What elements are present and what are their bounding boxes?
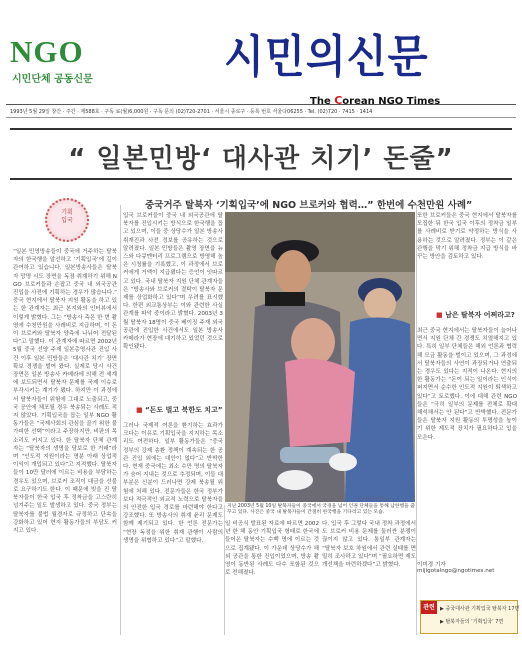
title-en-pre: The	[310, 96, 335, 107]
related-tag: 관련	[421, 601, 437, 614]
article-column-1: “일본 민영방송들이 중국에 거주하는 탈북자의 한국행을 알선하고 ‘기획입국’에 깊이 관여하고 있습니다. 일본방송사들은 탈북자 망명 시도 장면을 독점 취재하기 위해 NGO 브로커들과 손잡고 중국 내 외국공관 진입을 사전에 기획하는 경우가 많습니다.” 중국 현지에서 탈북자 지원 활동을 하고 있는 한 관계자는 최근 본지와의 인터뷰에서 이렇게 밝혔다. 그는 “방송사 측은 한 번 촬영에 수천만원을 사례비로 지급하며, 이 돈이 브로커와 탈북자 양측에 나뉘어 전달된다”고 말했다. 이 관계자에 따르면 2002년 5월 중국 선양 주재 일본총영사관 진입 사건 이후 일본 민방들은 ‘대사관 치기’ 장면 확보 경쟁을 벌여 왔다. 실제로 당시 사건 장면은 일본 방송사 카메라에 의해 전 세계에 보도되면서 탈북자 문제를 국제 이슈로 부각시키는 계기가 됐다. 하지만 이 과정에서 탈북자들이 위험에 그대로 노출되고, 중국 공안에 체포될 경우 북송되는 사례도 적지 않았다. 기획입국을 돕는 일부 NGO 활동가들은 “국제사회의 관심을 끌기 위한 불가피한 선택”이라고 주장하지만, 비판의 목소리도 커지고 있다. 한 탈북자 단체 관계자는 “탈북자의 생명을 담보로 한 거래”라며 “인도적 지원이라는 명분 아래 상업적 이익이 개입되고 있다”고 지적했다. 탈북자들이 10만 달러에 이르는 비용을 부담하는 경우도 있으며, 브로커 조직이 대금을 선불로 요구하기도 한다. 이 때문에 빚을 진 탈북자들이 한국 입국 후 정착금을 고스란히 넘겨주는 일도 발생하고 있다. 중국 정부는 탈북자를 불법 월경자로 규정하고 단속을 강화하고 있어 현지 활동가들의 부담도 커지고 있다.	[13, 249, 117, 534]
related-article-text: 중국대사관 기획입국 탈북자 17면	[445, 606, 520, 612]
section-heading-money: ■ “돈도 벌고 북한도 치고”	[136, 406, 223, 414]
ngo-logo: NGO	[10, 34, 84, 69]
masthead-rule-lower	[6, 117, 516, 118]
related-article-link[interactable]: ▶ 중국대사관 기획입국 탈북자 17면	[440, 606, 520, 612]
column-divider	[120, 205, 121, 635]
title-en-c: C	[334, 94, 343, 107]
publication-info: 1993년 5월 29일 창간 · 주간 · 제588호 · 구독 료(월)6,000원 · 구독 문의 (02)720-2701 · 서울시 종로구 · 등록 번호 서울다06255 · Tel. (02)720 · 7415 · 1414	[10, 109, 373, 115]
news-photo	[225, 212, 415, 502]
related-article-text: 탈북자들의 ‘기획입국’ 7면	[445, 619, 504, 625]
masthead-rule	[6, 104, 516, 105]
headline: “ 일본민방‘ 대사관 치기’ 돈줄”	[68, 144, 454, 174]
photo-caption: 지난 2003년 5월 10일 탈북자들이 중국에서 국경을 넘어 인권 단체들을 통해 남한행을 꿈꾸고 있다. 사진은 중국 내 탈북자들이 간절히 한국행을 기다리고 있는 모습.	[227, 504, 415, 516]
photo-credit: 사진제공 / 연합뉴스	[355, 496, 390, 501]
logo-subtitle: 시민단체 공동신문	[12, 74, 93, 85]
related-article-link[interactable]: ▶ 탈북자들의 ‘기획입국’ 7면	[440, 619, 504, 625]
newspaper-title-english	[310, 94, 440, 107]
article-column-2: 입국 브로커들이 중국 내 외국공관에 탈북자를 진입시키는 방식으로 한국행을 돕고 있으며, 이들 중 상당수가 일본 방송사 취재진과 사전 정보를 공유하는 것으로 알려졌다. 일본 민방들은 촬영 장면을 뉴스와 다큐멘터리 프로그램으로 방영해 높은 시청률을 기록했고, 이 과정에서 브로커에게 거액이 지급됐다는 증언이 잇따르고 있다. 국내 탈북자 지원 단체 관계자들은 “방송사와 브로커의 결탁이 탈북자 문제를 상업화하고 있다”며 우려를 표시했다. 한편 외교통상부는 이와 관련한 사실 관계를 파악 중이라고 밝혔다. 2003년 3월 탈북자 18명이 중국 베이징 주재 외국공관에 진입한 사건에서도 일본 방송사 카메라가 현장에 대기하고 있었던 것으로 확인됐다.	[123, 213, 223, 351]
newspaper-title: 시민의신문	[224, 30, 429, 83]
section-heading-money-text: “돈도 벌고 북한도 치고”	[145, 406, 223, 414]
stamp-label: 기획 입국	[61, 209, 73, 224]
section-heading-remaining-text: 남은 탈북자 어쩌라고?	[445, 311, 515, 319]
photo-illustration	[225, 212, 415, 502]
article-column-2b: 그러나 국제적 여론을 환기하는 효과가 크다는 이유로 기획입국을 지지하는 목소리도 여전하다. 일부 활동가들은 “중국 정부의 강제 송환 정책이 계속되는 한 공관 진입 외에는 대안이 없다”고 반박한다. 현재 중국에는 최소 수만 명의 탈북자가 숨어 지내는 것으로 추정되며, 이들 대부분은 신분이 드러나면 강제 북송될 위험에 처해 있다. 전문가들은 한국 정부가 보다 적극적인 외교적 노력으로 탈북자들의 안전한 입국 경로를 마련해야 한다고 강조했다. 또 방송사의 취재 윤리 문제도 함께 제기되고 있다. 한 언론 전문가는 “현장 독점을 위한 취재 관행이 사람의 생명을 위협하고 있다”고 말했다.	[123, 423, 223, 544]
author-byline: 이미경 기자 mijigotalngo@ngotimes.net	[417, 562, 495, 574]
article-column-4b: 최근 중국 현지에서는 탈북자들이 늘어나면서 지원 단체 간 경쟁도 치열해지고 있다. 특히 일부 단체들은 해외 언론과 협력해 모금 활동을 벌이고 있으며, 그 과정에서 탈북자들의 사연이 과장되거나 연출되는 경우도 있다는 지적이 나온다. 현지의 한 활동가는 “돈이 되는 일이라는 인식이 퍼지면서 순수한 인도적 지원이 퇴색하고 있다”고 토로했다. 이에 대해 관련 NGO들은 “극히 일부의 문제를 전체로 확대 해석해서는 안 된다”고 반박했다. 전문가들은 탈북자 지원 활동의 투명성을 높이기 위한 제도적 장치가 필요하다고 입을 모은다.	[417, 328, 517, 441]
title-en-post: orean NGO Times	[342, 96, 441, 107]
article-column-3b: 다. 입국 후 그렇다 국내 정착 과정에서도 브로커 비용 문제를 둘러싼 분쟁이 끊이지 않고 있다. 통일부 관계자는 “탈북자 보호 차원에서 관련 실태를 면밀히 조사하고 있다”며 “필요하면 제도 개선책을 마련하겠다”고 밝혔다.	[322, 521, 416, 569]
section-heading-remaining: ■ 남은 탈북자 어쩌라고?	[436, 311, 515, 319]
article-column-4: 또한 브로커들은 중국 현지에서 탈북자를 모집한 뒤 한국 입국 이후의 정착금 일부를 사례비로 받기로 약정하는 방식을 사용하는 것으로 알려졌다. 정부는 이 같은 관행을 막기 위해 정착금 지급 방식을 바꾸는 방안을 검토하고 있다.	[417, 213, 517, 261]
subheadline: 중국거주 탈북자 ‘기획입국’에 NGO 브로커와 협력…” 한번에 수천만원 사례”	[145, 200, 473, 211]
article-column-3: 일 비공식 발표된 자료에 따르면 2002년 한 해 동안 기획입국 형태로 한국에 들어온 탈북자는 수백 명에 이르는 것으로 집계됐다. 이 가운데 상당수가 해외 공관을 통한 진입이었으며, 방송 촬영이 동반된 사례도 다수 포함된 것으로 전해졌다.	[225, 521, 319, 577]
